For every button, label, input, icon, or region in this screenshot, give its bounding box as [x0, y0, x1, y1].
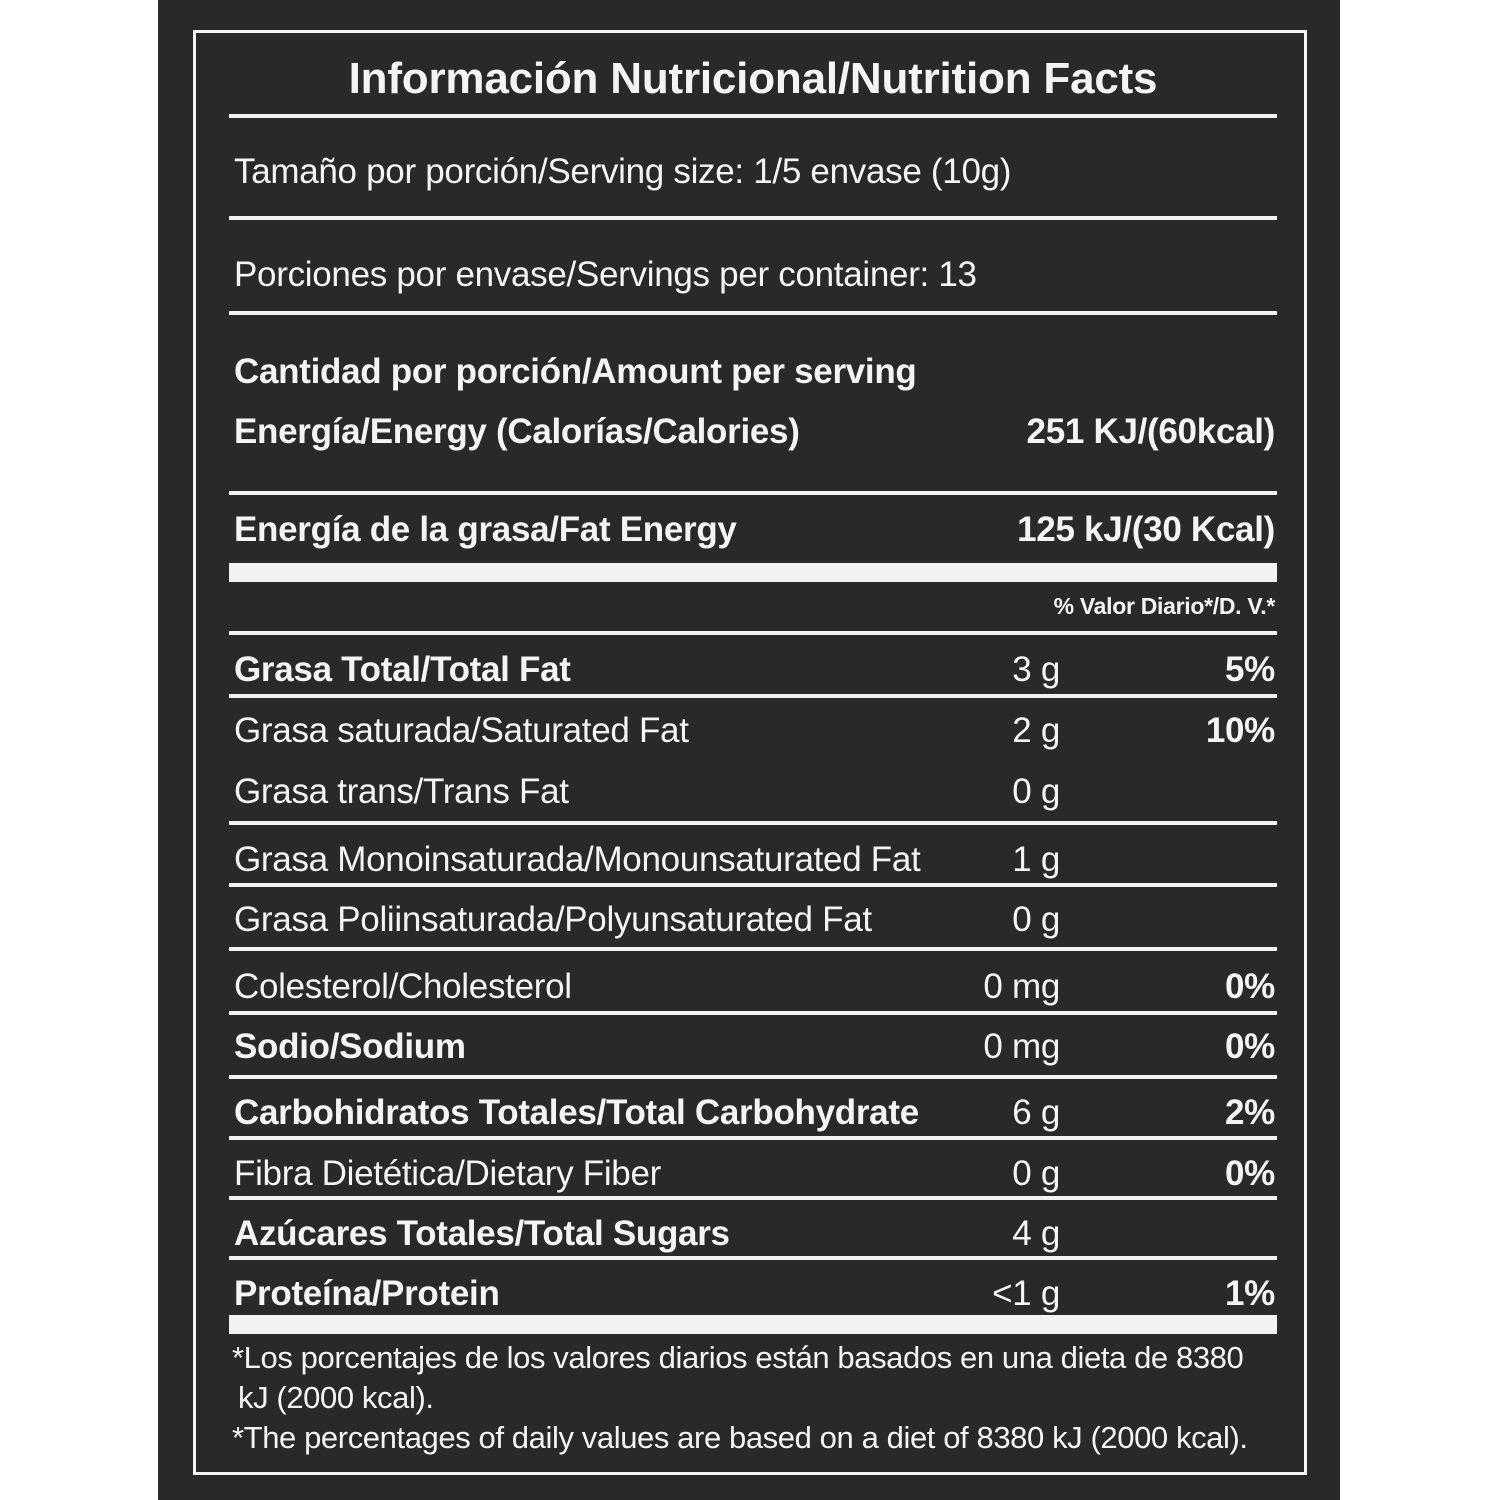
nutrient-label-dietary-fiber: Fibra Dietética/Dietary Fiber — [234, 1154, 661, 1193]
energy-label: Energía/Energy (Calorías/Calories) — [234, 412, 800, 451]
divider — [229, 311, 1277, 315]
serving-size: Tamaño por porción/Serving size: 1/5 envase (10g) — [234, 152, 1012, 191]
nutrient-label-polyunsaturated-fat: Grasa Poliinsaturada/Polyunsaturated Fat — [234, 900, 872, 939]
divider — [229, 1075, 1277, 1079]
nutrient-label-trans-fat: Grasa trans/Trans Fat — [234, 772, 569, 811]
nutrient-label-saturated-fat: Grasa saturada/Saturated Fat — [234, 711, 689, 750]
nutrient-amount-sodium: 0 mg — [983, 1027, 1060, 1066]
fat-energy-label: Energía de la grasa/Fat Energy — [234, 510, 737, 549]
fat-energy-value: 125 kJ/(30 Kcal) — [1017, 510, 1275, 549]
divider — [229, 947, 1277, 951]
nutrient-amount-cholesterol: 0 mg — [983, 967, 1060, 1006]
nutrient-label-monounsaturated-fat: Grasa Monoinsaturada/Monounsaturated Fat — [234, 840, 921, 879]
nutrient-amount-total-fat: 3 g — [1012, 650, 1060, 689]
divider — [229, 1256, 1277, 1260]
nutrient-amount-total-sugars: 4 g — [1012, 1214, 1060, 1253]
nutrient-label-total-carbohydrate: Carbohidratos Totales/Total Carbohydrate — [234, 1093, 919, 1132]
divider — [229, 883, 1277, 887]
nutrient-amount-total-carbohydrate: 6 g — [1012, 1093, 1060, 1132]
divider — [229, 216, 1277, 220]
divider — [229, 631, 1277, 635]
label-title: Información Nutricional/Nutrition Facts — [348, 54, 1158, 103]
nutrient-dv-total-fat: 5% — [1225, 650, 1275, 689]
thick-divider — [229, 563, 1277, 582]
nutrient-label-protein: Proteína/Protein — [234, 1274, 500, 1313]
nutrient-dv-saturated-fat: 10% — [1205, 711, 1275, 750]
nutrient-dv-dietary-fiber: 0% — [1225, 1154, 1275, 1193]
nutrient-dv-protein: 1% — [1225, 1274, 1275, 1313]
nutrient-amount-trans-fat: 0 g — [1012, 772, 1060, 811]
nutrient-label-cholesterol: Colesterol/Cholesterol — [234, 967, 572, 1006]
divider — [229, 491, 1277, 495]
nutrient-dv-total-carbohydrate: 2% — [1225, 1093, 1275, 1132]
thick-divider — [229, 1315, 1277, 1334]
nutrient-dv-sodium: 0% — [1225, 1027, 1275, 1066]
nutrient-label-total-sugars: Azúcares Totales/Total Sugars — [234, 1214, 730, 1253]
divider — [229, 1011, 1277, 1015]
footnote-spanish-line-2: kJ (2000 kcal). — [238, 1380, 434, 1415]
footnote-english: *The percentages of daily values are based on a diet of 8380 kJ (2000 kcal). — [232, 1420, 1248, 1455]
footnote-spanish-line-1: *Los porcentajes de los valores diarios están basados en una dieta de 8380 — [232, 1340, 1244, 1375]
divider — [229, 821, 1277, 825]
nutrient-amount-saturated-fat: 2 g — [1012, 711, 1060, 750]
divider — [229, 1196, 1277, 1200]
servings-per-container: Porciones por envase/Servings per container: 13 — [234, 255, 977, 294]
nutrient-amount-polyunsaturated-fat: 0 g — [1012, 900, 1060, 939]
divider — [229, 694, 1277, 698]
energy-value: 251 KJ/(60kcal) — [1026, 412, 1275, 451]
nutrient-dv-cholesterol: 0% — [1225, 967, 1275, 1006]
nutrient-amount-monounsaturated-fat: 1 g — [1012, 840, 1060, 879]
divider — [229, 114, 1277, 118]
amount-per-serving-heading: Cantidad por porción/Amount per serving — [234, 352, 917, 391]
nutrient-label-sodium: Sodio/Sodium — [234, 1027, 466, 1066]
nutrient-label-total-fat: Grasa Total/Total Fat — [234, 650, 571, 689]
daily-value-header: % Valor Diario*/D. V.* — [1053, 593, 1275, 619]
divider — [229, 1136, 1277, 1140]
nutrient-amount-dietary-fiber: 0 g — [1012, 1154, 1060, 1193]
nutrient-amount-protein: <1 g — [992, 1274, 1060, 1313]
